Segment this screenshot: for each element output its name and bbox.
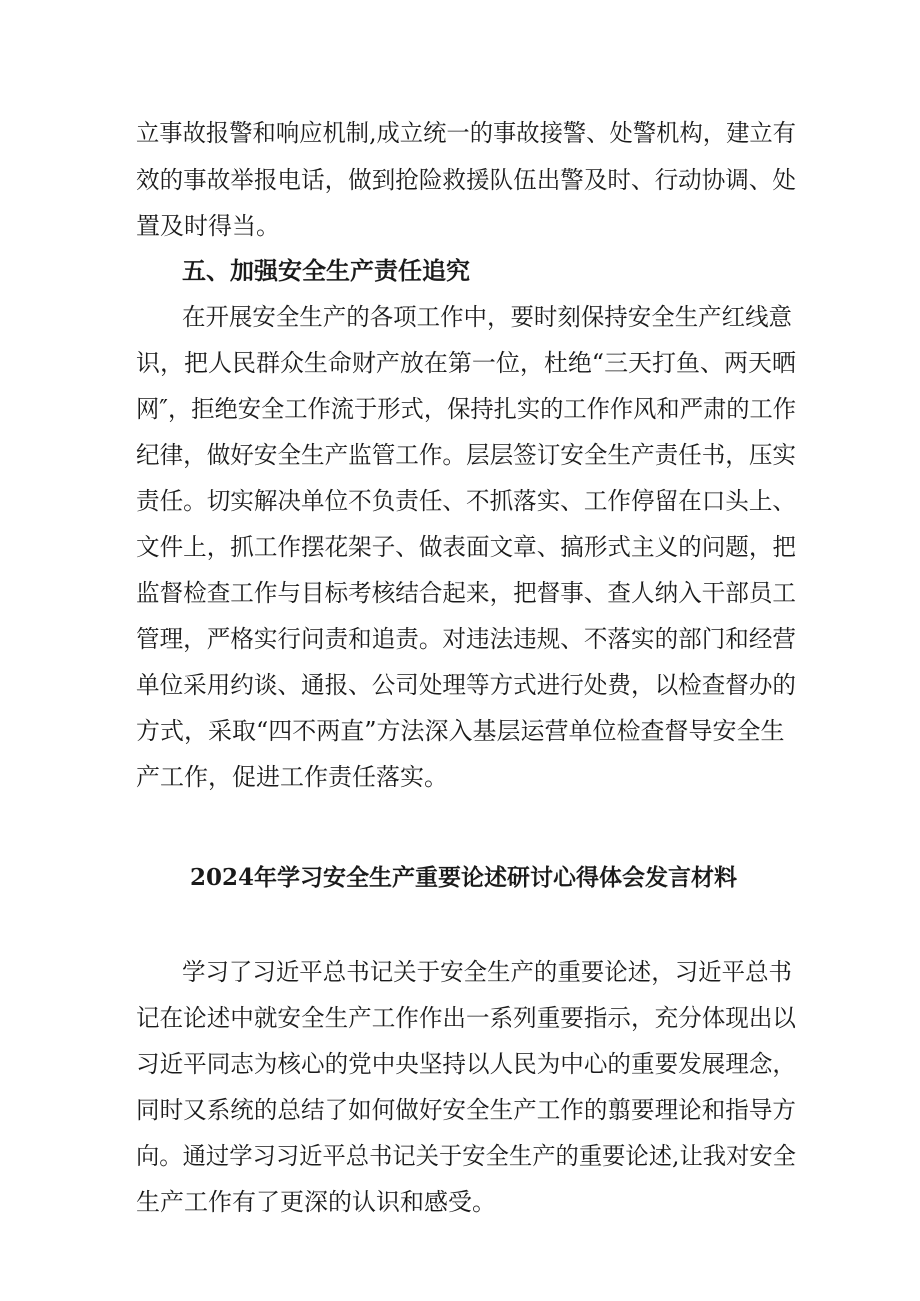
body-line: 学习了习近平总书记关于安全生产的重要论述，习近平总书 xyxy=(182,958,792,986)
body-line: 产工作，促进工作责任落实。 xyxy=(136,763,448,791)
body-line: 立事故报警和响应机制,成立统一的事故接警、处警机构，建立有 xyxy=(136,119,796,147)
body-line: 单位采用约谈、通报、公司处理等方式进行处费，以检查督办的 xyxy=(136,671,796,699)
body-line: 习近平同志为核心的党中央坚持以人民为中心的重要发展理念， xyxy=(136,1050,796,1078)
section-heading: 五、加强安全生产责任追究 xyxy=(182,256,470,285)
body-line: 方式，采取“四不两直”方法深入基层运营单位检查督导安全生 xyxy=(136,717,785,745)
body-line: 识，把人民群众生命财产放在第一位，杜绝“三天打鱼、两天晒 xyxy=(136,349,796,377)
body-line: 效的事故举报电话，做到抢险救援队伍出警及时、行动协调、处 xyxy=(136,166,796,194)
body-line: 置及时得当。 xyxy=(136,212,280,240)
body-line: 文件上，抓工作摆花架子、做表面文章、搞形式主义的问题，把 xyxy=(136,533,796,561)
body-line: 同时又系统的总结了如何做好安全生产工作的翦要理论和指导方 xyxy=(136,1096,796,1124)
body-line: 网″，拒绝安全工作流于形式，保持扎实的工作作风和严肃的工作 xyxy=(136,395,796,423)
body-line: 纪律，做好安全生产监管工作。层层签订安全生产责任书，压实 xyxy=(136,441,796,469)
body-line: 管理，严格实行问责和追责。对违法违规、不落实的部门和经营 xyxy=(136,625,796,653)
body-line: 记在论述中就安全生产工作作出一系列重要指示，充分体现出以 xyxy=(136,1004,796,1032)
article-title: 2024年学习安全生产重要论述研讨心得体会发言材料 xyxy=(190,864,738,891)
body-line: 在开展安全生产的各项工作中，要时刻保持安全生产红线意 xyxy=(182,303,792,331)
body-line: 责任。切实解决单位不负责任、不抓落实、工作停留在口头上、 xyxy=(136,487,796,515)
body-line: 监督检查工作与目标考核结合起来，把督事、查人纳入干部员工 xyxy=(136,579,796,607)
body-line: 向。通过学习习近平总书记关于安全生产的重要论述,让我对安全 xyxy=(136,1142,796,1170)
body-line: 生产工作有了更深的认识和感受。 xyxy=(136,1188,496,1216)
